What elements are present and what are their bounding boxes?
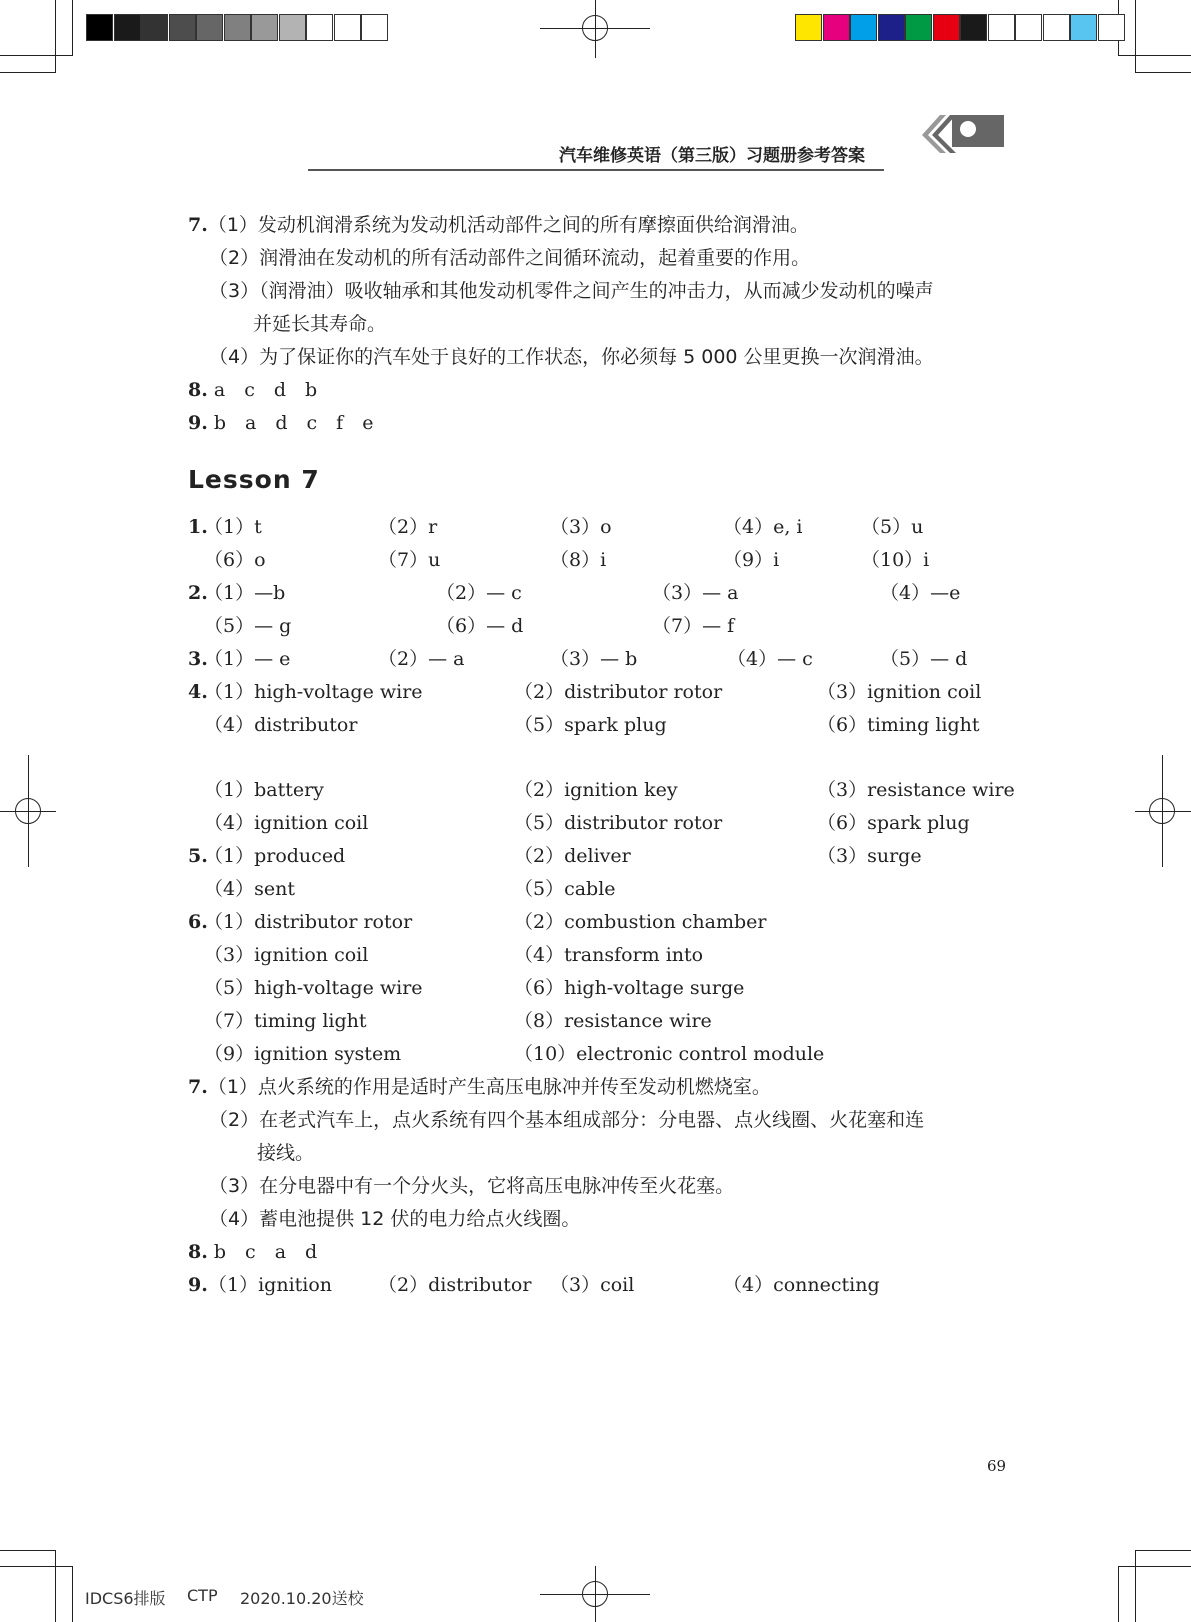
- question-number: 1.: [188, 516, 208, 538]
- color-swatch: [1015, 14, 1042, 41]
- answer-item: （2）— a: [378, 648, 465, 670]
- answer-item: （6）— d: [436, 615, 524, 637]
- answer-item: （1）—b: [204, 582, 286, 604]
- answer-text: （4）蓄电池提供 12 伏的电力给点火线圈。: [209, 1208, 581, 1230]
- prev-q7: [188, 213, 809, 237]
- question-number: 2.: [188, 582, 208, 604]
- answer-item: （8）resistance wire: [514, 1010, 712, 1032]
- answer-item: （3）coil: [550, 1274, 635, 1296]
- question-number: 8.: [188, 1241, 208, 1263]
- answer-item: （5）cable: [514, 878, 616, 900]
- answer-item: （9）i: [723, 549, 780, 571]
- answer-text: （4）为了保证你的汽车处于良好的工作状态，你必须每 5 000 公里更换一次润滑油。: [209, 346, 934, 368]
- gray-swatch: [169, 14, 196, 41]
- gray-swatch: [279, 14, 306, 41]
- footer-print-info-date: 2020.10.20送校: [240, 1589, 364, 1608]
- question-number: 9.: [188, 1274, 208, 1296]
- answer-text: （1）发动机润滑系统为发动机活动部件之间的所有摩擦面供给润滑油。: [207, 214, 809, 236]
- answer-item: （1）produced: [204, 845, 346, 867]
- gray-swatch: [306, 14, 333, 41]
- gray-swatch: [334, 14, 361, 41]
- answer-item: （3）surge: [817, 845, 922, 867]
- answer-text: （1）点火系统的作用是适时产生高压电脉冲并传至发动机燃烧室。: [207, 1076, 771, 1098]
- gray-swatch: [361, 14, 388, 41]
- answer-item: （3）ignition coil: [817, 681, 982, 703]
- footer-print-info-ctp: CTP: [187, 1586, 218, 1605]
- answer-item: （3）— b: [550, 648, 638, 670]
- answer-item: （7）— f: [652, 615, 735, 637]
- gray-swatch: [251, 14, 278, 41]
- answer-text: （2）在老式汽车上，点火系统有四个基本组成部分：分电器、点火线圈、火花塞和连: [209, 1109, 925, 1131]
- color-swatch: [905, 14, 932, 41]
- page-number: 69: [987, 1457, 1007, 1475]
- lesson-q8: [188, 1240, 317, 1264]
- answer-item: （4）transform into: [514, 944, 704, 966]
- color-swatch: [988, 14, 1015, 41]
- answer-text: b c a d: [213, 1241, 318, 1263]
- answer-item: （1）battery: [204, 779, 324, 801]
- answer-item: （3）— a: [652, 582, 739, 604]
- question-number: 8.: [188, 379, 208, 401]
- color-swatch: [933, 14, 960, 41]
- question-number: 7.: [188, 1076, 208, 1098]
- answer-text: （3）（润滑油）吸收轴承和其他发动机零件之间产生的冲击力，从而减少发动机的噪声: [209, 280, 934, 302]
- color-swatch: [795, 14, 822, 41]
- answer-item: （1）high-voltage wire: [204, 681, 423, 703]
- answer-item: （4）ignition coil: [204, 812, 369, 834]
- color-swatch: [960, 14, 987, 41]
- answer-item: （6）timing light: [817, 714, 980, 736]
- running-header-title: 汽车维修英语（第三版）习题册参考答案: [559, 146, 865, 166]
- answer-item: （1）t: [204, 516, 262, 538]
- header-logo: [922, 113, 1004, 155]
- answer-item: （5）distributor rotor: [514, 812, 723, 834]
- answer-text: 并延长其寿命。: [253, 313, 387, 335]
- lesson-q7: [188, 1075, 771, 1099]
- answer-item: （3）resistance wire: [817, 779, 1015, 801]
- question-number: 5.: [188, 845, 208, 867]
- color-swatch: [878, 14, 905, 41]
- answer-item: （4）—e: [880, 582, 961, 604]
- answer-item: （4）— c: [727, 648, 813, 670]
- answer-text: b a d c f e: [213, 412, 374, 434]
- lesson-heading: Lesson 7: [188, 465, 320, 494]
- answer-item: （1）— e: [204, 648, 291, 670]
- answer-item: （5）— d: [880, 648, 968, 670]
- prev-q9: [188, 411, 373, 435]
- answer-item: （9）ignition system: [204, 1043, 402, 1065]
- gray-swatch: [114, 14, 141, 41]
- header-rule: [308, 169, 884, 171]
- answer-text: （3）在分电器中有一个分火头，它将高压电脉冲传至火花塞。: [209, 1175, 735, 1197]
- answer-item: （4）connecting: [723, 1274, 880, 1296]
- answer-text: （2）润滑油在发动机的所有活动部件之间循环流动，起着重要的作用。: [209, 247, 811, 269]
- color-swatch: [1098, 14, 1125, 41]
- answer-item: （3）o: [550, 516, 612, 538]
- footer-print-info-layout: IDCS6排版: [85, 1589, 166, 1608]
- gray-swatch: [196, 14, 223, 41]
- answer-item: （1）distributor rotor: [204, 911, 413, 933]
- gray-swatch: [86, 14, 113, 41]
- color-swatch: [823, 14, 850, 41]
- answer-item: （4）e, i: [723, 516, 803, 538]
- answer-text: 接线。: [257, 1142, 315, 1164]
- answer-item: （1）ignition: [208, 1274, 333, 1296]
- answer-item: （2）r: [378, 516, 438, 538]
- answer-item: （7）timing light: [204, 1010, 367, 1032]
- gray-swatch: [141, 14, 168, 41]
- question-number: 3.: [188, 648, 208, 670]
- answer-item: （5）u: [861, 516, 924, 538]
- question-number: 4.: [188, 681, 208, 703]
- answer-item: （4）sent: [204, 878, 295, 900]
- gray-swatch: [224, 14, 251, 41]
- answer-item: （6）spark plug: [817, 812, 970, 834]
- answer-item: （10）electronic control module: [514, 1043, 825, 1065]
- answer-item: （2）deliver: [514, 845, 631, 867]
- answer-text: a c d b: [213, 379, 318, 401]
- answer-item: （10）i: [861, 549, 930, 571]
- question-number: 6.: [188, 911, 208, 933]
- answer-item: （4）distributor: [204, 714, 358, 736]
- answer-item: （3）ignition coil: [204, 944, 369, 966]
- answer-item: （2）distributor rotor: [514, 681, 723, 703]
- answer-item: （2）— c: [436, 582, 522, 604]
- color-swatch: [1070, 14, 1097, 41]
- answer-item: （8）i: [550, 549, 607, 571]
- answer-item: （5）high-voltage wire: [204, 977, 423, 999]
- question-number: 9.: [188, 412, 208, 434]
- answer-item: （2）ignition key: [514, 779, 678, 801]
- answer-item: （5）spark plug: [514, 714, 667, 736]
- answer-item: （2）distributor: [378, 1274, 532, 1296]
- answer-item: （2）combustion chamber: [514, 911, 767, 933]
- color-swatch: [1043, 14, 1070, 41]
- answer-item: （6）o: [204, 549, 266, 571]
- answer-item: （7）u: [378, 549, 441, 571]
- question-number: 7.: [188, 214, 208, 236]
- color-swatch: [850, 14, 877, 41]
- answer-item: （5）— g: [204, 615, 292, 637]
- answer-item: （6）high-voltage surge: [514, 977, 745, 999]
- prev-q8: [188, 378, 317, 402]
